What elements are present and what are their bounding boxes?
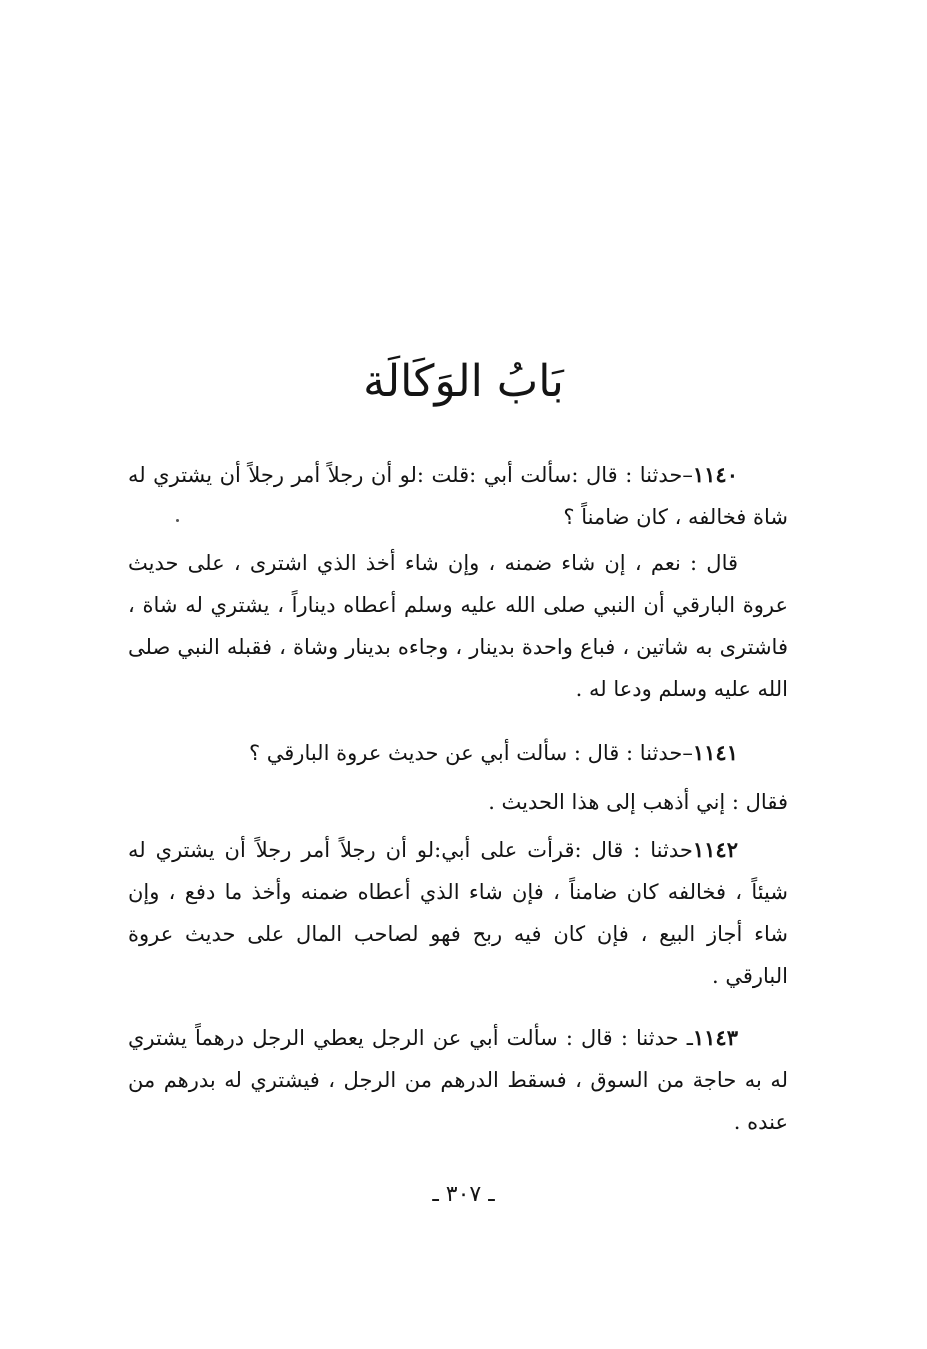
hadith-number: ١١٤٢ (692, 837, 738, 862)
hadith-entry-1143 (128, 1017, 788, 1143)
hadith-entry-1141 (128, 732, 788, 774)
hadith-text: –حدثنا : قال :سألت أبي :قلت :لو أن رجلاً أمر رجلاً أن يشتري له شاة فخالفه ، كان ضامناً ؟ (128, 463, 788, 529)
hadith-text: ـ حدثنا : قال : سألت أبي عن الرجل يعطي الرجل درهماً يشتري له به حاجة من السوق ، فسقط الدرهم من الرجل ، فيشتري له بدرهم من عنده . (128, 1026, 788, 1134)
hadith-text: –حدثنا : قال : سألت أبي عن حديث عروة البارقي ؟ (248, 741, 693, 765)
hadith-entry-1140 (128, 454, 788, 538)
hadith-text: حدثنا : قال :قرأت على أبي:لو أن رجلاً أمر رجلاً أن يشتري له شيئاً ، فخالفه كان ضامناً ، فإن شاء الذي أعطاه ضمنه وأخذ ما دفع ، وإن شاء أجاز البيع ، فإن كان فيه ربح فهو لصاحب المال على حديث عروة البارقي . (128, 838, 788, 988)
hadith-entry-1142 (128, 829, 788, 997)
hadith-number: ١١٤٠ (692, 462, 738, 487)
answer-text: فقال : إني أذهب إلى هذا الحديث . (488, 790, 788, 814)
hadith-number: ١١٤٣ (692, 1025, 738, 1050)
answer-paragraph-1140 (128, 542, 788, 710)
print-speck (176, 519, 179, 522)
answer-paragraph-1141 (128, 781, 788, 823)
answer-text: قال : نعم ، إن شاء ضمنه ، وإن شاء أخذ الذي اشترى ، على حديث عروة البارقي أن النبي صلى الله عليه وسلم أعطاه ديناراً ، يشتري له شاة ، فاشترى به شاتين ، فباع واحدة بدينار ، وجاءه بدينار وشاة ، فقبله النبي صلى الله عليه وسلم ودعا له . (128, 551, 788, 701)
page-number: ـ ٣٠٧ ـ (432, 1182, 495, 1207)
hadith-number: ١١٤١ (692, 740, 738, 765)
chapter-title: بَابُ الوَكَالَة (363, 356, 564, 407)
